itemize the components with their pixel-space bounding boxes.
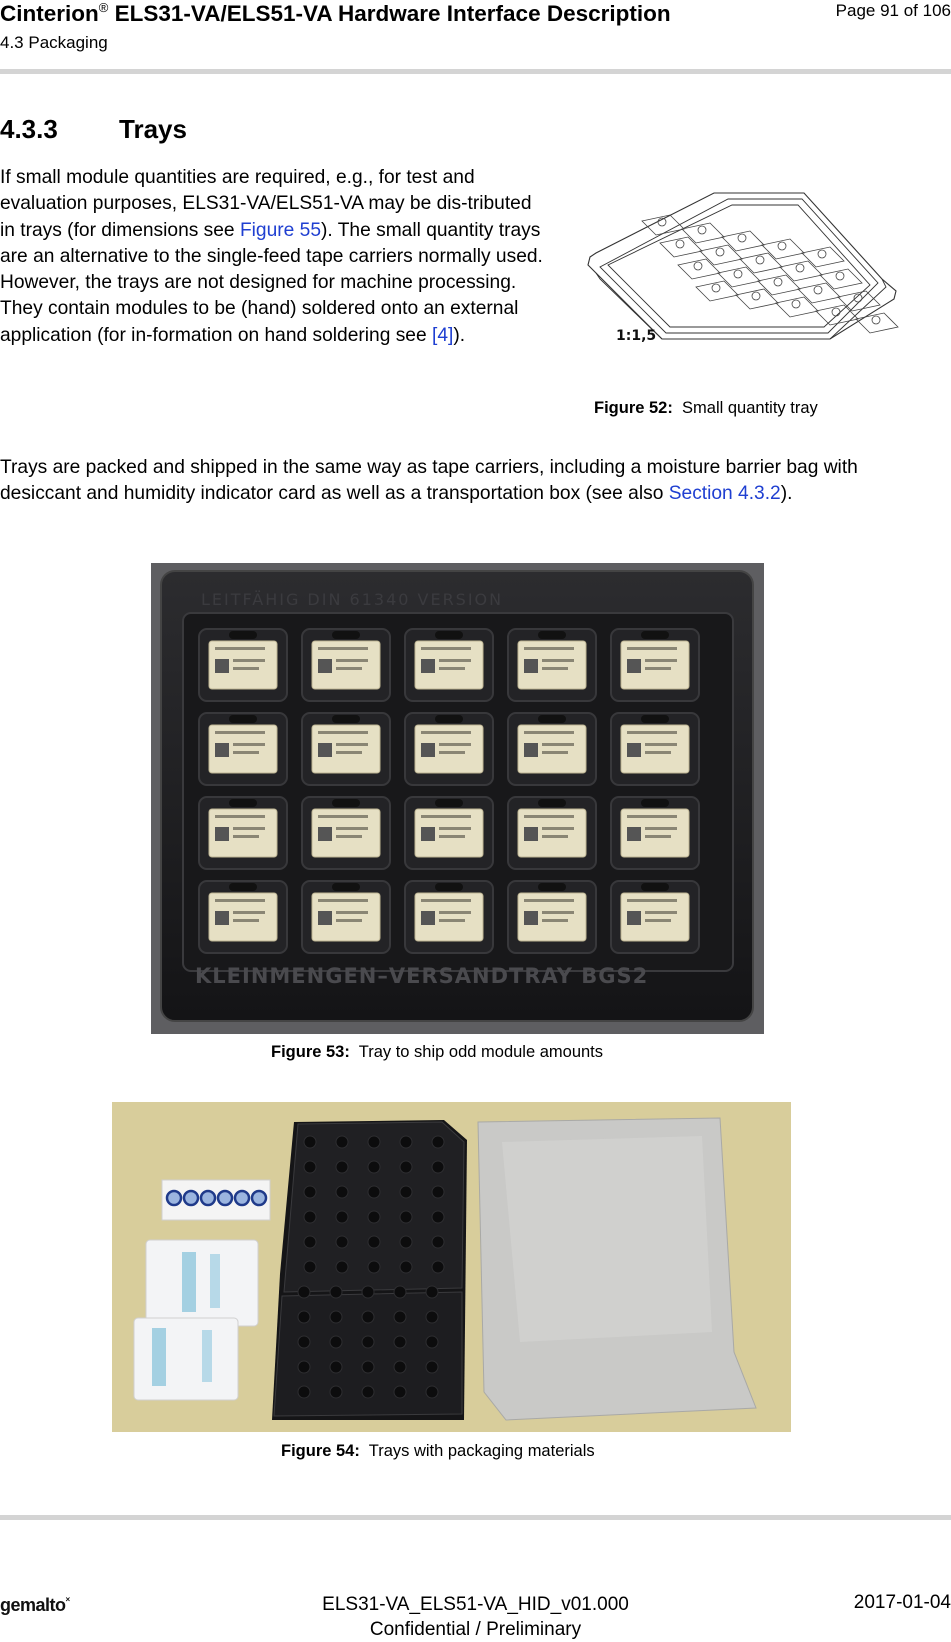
tray-hole bbox=[400, 1261, 412, 1273]
tray-pocket-hole bbox=[698, 226, 706, 234]
footer-rule bbox=[0, 1515, 951, 1520]
module-qr-code bbox=[215, 743, 229, 757]
humidity-indicator-dot bbox=[184, 1191, 198, 1205]
humidity-indicator-card bbox=[162, 1180, 270, 1220]
module-text-line bbox=[542, 667, 568, 670]
reference-4-link[interactable]: [4] bbox=[431, 324, 454, 346]
module-text-line bbox=[421, 731, 471, 734]
tray-hole bbox=[432, 1236, 444, 1248]
tray-cell-notch bbox=[332, 799, 360, 807]
confidentiality-note: Confidential / Preliminary bbox=[369, 1619, 582, 1640]
module-text-line bbox=[439, 659, 471, 662]
module-text-line bbox=[542, 835, 568, 838]
module-qr-code bbox=[421, 911, 435, 925]
tray-cell-notch bbox=[538, 715, 566, 723]
module-text-line bbox=[542, 743, 574, 746]
tray-hole bbox=[336, 1236, 348, 1248]
module-qr-code bbox=[627, 911, 641, 925]
tray-hole bbox=[362, 1336, 374, 1348]
figure-54-caption: Figure 54: Trays with packaging materials bbox=[281, 1442, 595, 1460]
module-qr-code bbox=[318, 743, 332, 757]
tray-pocket-hole bbox=[778, 242, 786, 250]
tray-pocket-hole bbox=[792, 300, 800, 308]
module-text-line bbox=[336, 751, 362, 754]
scale-label: 1:1,5 bbox=[616, 328, 657, 344]
module-text-line bbox=[318, 899, 368, 902]
tray-cell-notch bbox=[641, 631, 669, 639]
figure-53-caption: Figure 53: Tray to ship odd module amounts bbox=[271, 1043, 604, 1061]
module-text-line bbox=[233, 751, 259, 754]
tray-hole bbox=[304, 1186, 316, 1198]
tray-pocket-hole bbox=[716, 248, 724, 256]
module-qr-code bbox=[318, 659, 332, 673]
humidity-indicator-dot bbox=[201, 1191, 215, 1205]
tray-cell-notch bbox=[435, 883, 463, 891]
module-qr-code bbox=[524, 743, 538, 757]
tray-hole bbox=[330, 1361, 342, 1373]
module-text-line bbox=[318, 731, 368, 734]
module-qr-code bbox=[524, 827, 538, 841]
tray-hole bbox=[362, 1286, 374, 1298]
tray-hole bbox=[426, 1336, 438, 1348]
packaging-materials-photo bbox=[112, 1102, 791, 1432]
tray-cell-notch bbox=[332, 883, 360, 891]
tray-hole bbox=[330, 1286, 342, 1298]
humidity-indicator-dot bbox=[252, 1191, 266, 1205]
tray-hole bbox=[336, 1211, 348, 1223]
tray-hole bbox=[368, 1211, 380, 1223]
module-qr-code bbox=[215, 659, 229, 673]
module-text-line bbox=[627, 815, 677, 818]
module-text-line bbox=[215, 815, 265, 818]
tray-hole bbox=[426, 1311, 438, 1323]
module-text-line bbox=[542, 919, 568, 922]
module-text-line bbox=[318, 647, 368, 650]
page-number: Page 91 of 106 bbox=[835, 1, 951, 20]
tray-pocket-hole bbox=[752, 292, 760, 300]
module-text-line bbox=[439, 667, 465, 670]
tray-cell-notch bbox=[229, 883, 257, 891]
tray-hole bbox=[304, 1236, 316, 1248]
tray-hole bbox=[394, 1336, 406, 1348]
module-text-line bbox=[318, 815, 368, 818]
tray-pocket-hole bbox=[738, 234, 746, 242]
section-4-3-2-link[interactable]: Section 4.3.2 bbox=[668, 483, 781, 505]
tray-cell-notch bbox=[641, 715, 669, 723]
tray-top-imprint: LEITFÄHIG DIN 61340 VERSION bbox=[201, 590, 504, 609]
humidity-indicator-dot bbox=[235, 1191, 249, 1205]
document-title: Cinterion® ELS31-VA/ELS51-VA Hardware Interface Description bbox=[0, 0, 671, 26]
module-text-line bbox=[439, 919, 465, 922]
module-text-line bbox=[439, 835, 465, 838]
tray-hole bbox=[368, 1161, 380, 1173]
module-qr-code bbox=[627, 827, 641, 841]
tray-hole bbox=[400, 1136, 412, 1148]
tray-bottom-imprint: KLEINMENGEN–VERSANDTRAY BGS2 bbox=[195, 964, 649, 988]
tray-hole bbox=[400, 1161, 412, 1173]
module-qr-code bbox=[627, 659, 641, 673]
tray-hole bbox=[330, 1311, 342, 1323]
tray-hole bbox=[368, 1186, 380, 1198]
gemalto-logo: gemalto× bbox=[0, 1595, 70, 1615]
tray-pocket-hole bbox=[712, 284, 720, 292]
tray-pocket-hole bbox=[872, 316, 880, 324]
module-text-line bbox=[645, 743, 677, 746]
module-text-line bbox=[233, 743, 265, 746]
module-text-line bbox=[215, 731, 265, 734]
module-text-line bbox=[233, 827, 265, 830]
module-text-line bbox=[336, 667, 362, 670]
module-text-line bbox=[336, 835, 362, 838]
tray-hole bbox=[298, 1361, 310, 1373]
module-text-line bbox=[439, 911, 471, 914]
tray-hole bbox=[304, 1261, 316, 1273]
module-text-line bbox=[439, 743, 471, 746]
tray-hole bbox=[330, 1386, 342, 1398]
tray-pocket-hole bbox=[832, 308, 840, 316]
paragraph-packing: Trays are packed and shipped in the same way as tape carriers, including a moisture barrier bag with desiccant and humidity indicator card as well as a transportation box (see also Section 4.3.2). bbox=[0, 457, 858, 505]
module-qr-code bbox=[627, 743, 641, 757]
module-text-line bbox=[421, 899, 471, 902]
module-text-line bbox=[627, 731, 677, 734]
stacked-trays bbox=[272, 1120, 467, 1420]
tray-cell-notch bbox=[538, 799, 566, 807]
module-qr-code bbox=[421, 659, 435, 673]
module-text-line bbox=[524, 815, 574, 818]
tray-hole bbox=[298, 1286, 310, 1298]
module-text-line bbox=[627, 899, 677, 902]
module-qr-code bbox=[524, 659, 538, 673]
tray-hole bbox=[298, 1386, 310, 1398]
module-text-line bbox=[233, 835, 259, 838]
module-text-line bbox=[336, 659, 368, 662]
tray-pocket-hole bbox=[814, 286, 822, 294]
tray-hole bbox=[304, 1136, 316, 1148]
tray-hole bbox=[394, 1286, 406, 1298]
tray-hole bbox=[298, 1336, 310, 1348]
paragraph-intro: If small module quantities are required, e.g., for test and evaluation purposes, ELS31-VA/ELS51-VA may be dis-tributed in trays (for dimensions see Figure 55). The small quantity trays are an alternative to the single-feed tape carriers normally used. However, the trays are not designed for machine processing. They contain modules to be (hand) soldered onto an external application (for in-formation on hand soldering see [4]). bbox=[0, 167, 543, 346]
module-text-line bbox=[421, 815, 471, 818]
module-qr-code bbox=[318, 827, 332, 841]
tray-hole bbox=[330, 1336, 342, 1348]
tray-hole bbox=[336, 1186, 348, 1198]
module-text-line bbox=[542, 659, 574, 662]
module-text-line bbox=[645, 827, 677, 830]
module-text-line bbox=[233, 919, 259, 922]
tray-cell-notch bbox=[332, 715, 360, 723]
tray-cell-notch bbox=[332, 631, 360, 639]
tray-pocket-hole bbox=[774, 278, 782, 286]
document-id: ELS31-VA_ELS51-VA_HID_v01.000 bbox=[322, 1594, 629, 1615]
module-text-line bbox=[524, 899, 574, 902]
module-text-line bbox=[439, 827, 471, 830]
module-text-line bbox=[645, 659, 677, 662]
tray-hole bbox=[426, 1286, 438, 1298]
document-date: 2017-01-04 bbox=[853, 1592, 951, 1613]
tray-cell-notch bbox=[435, 631, 463, 639]
tray-pocket-hole bbox=[756, 256, 764, 264]
module-text-line bbox=[524, 647, 574, 650]
tray-hole bbox=[304, 1211, 316, 1223]
tray-hole bbox=[400, 1236, 412, 1248]
module-text-line bbox=[421, 647, 471, 650]
module-qr-code bbox=[421, 743, 435, 757]
tray-hole bbox=[336, 1161, 348, 1173]
module-text-line bbox=[542, 751, 568, 754]
tray-hole bbox=[368, 1236, 380, 1248]
module-text-line bbox=[542, 911, 574, 914]
tray-cell-notch bbox=[229, 799, 257, 807]
tray-cell-notch bbox=[435, 799, 463, 807]
header-section: 4.3 Packaging bbox=[0, 33, 108, 52]
module-text-line bbox=[336, 911, 368, 914]
module-text-line bbox=[645, 911, 677, 914]
tray-hole bbox=[336, 1261, 348, 1273]
module-text-line bbox=[215, 647, 265, 650]
footer-document-info bbox=[0, 1592, 951, 1642]
tray-cell-notch bbox=[229, 631, 257, 639]
module-text-line bbox=[645, 751, 671, 754]
module-text-line bbox=[215, 899, 265, 902]
tray-hole bbox=[432, 1161, 444, 1173]
tray-hole bbox=[432, 1261, 444, 1273]
module-text-line bbox=[336, 743, 368, 746]
module-text-line bbox=[645, 919, 671, 922]
tray-pocket-hole bbox=[694, 262, 702, 270]
tray-hole bbox=[432, 1211, 444, 1223]
tray-hole bbox=[394, 1386, 406, 1398]
tray-hole bbox=[304, 1161, 316, 1173]
tray-hole bbox=[426, 1386, 438, 1398]
tray-cell-notch bbox=[229, 715, 257, 723]
module-text-line bbox=[336, 919, 362, 922]
tray-hole bbox=[400, 1211, 412, 1223]
tray-hole bbox=[368, 1136, 380, 1148]
module-text-line bbox=[627, 647, 677, 650]
tray-hole bbox=[362, 1311, 374, 1323]
tray-hole bbox=[336, 1136, 348, 1148]
module-text-line bbox=[233, 659, 265, 662]
module-text-line bbox=[542, 827, 574, 830]
tray-cell-notch bbox=[641, 799, 669, 807]
humidity-indicator-dot bbox=[167, 1191, 181, 1205]
module-text-line bbox=[524, 731, 574, 734]
module-text-line bbox=[233, 911, 265, 914]
small-quantity-tray-drawing bbox=[582, 187, 902, 347]
module-qr-code bbox=[318, 911, 332, 925]
header-rule bbox=[0, 69, 951, 74]
tray-hole bbox=[362, 1386, 374, 1398]
tray-hole bbox=[432, 1186, 444, 1198]
section-heading bbox=[0, 114, 187, 145]
section-title: Trays bbox=[119, 114, 187, 144]
module-qr-code bbox=[421, 827, 435, 841]
desiccant-pack bbox=[134, 1318, 238, 1400]
tray-hole bbox=[394, 1361, 406, 1373]
section-number: 4.3.3 bbox=[0, 114, 58, 144]
tray-cell-notch bbox=[641, 883, 669, 891]
module-text-line bbox=[233, 667, 259, 670]
module-text-line bbox=[336, 827, 368, 830]
moisture-barrier-bag bbox=[478, 1118, 756, 1420]
tray-pocket-hole bbox=[676, 240, 684, 248]
module-qr-code bbox=[524, 911, 538, 925]
tray-hole bbox=[426, 1361, 438, 1373]
tray-cell-notch bbox=[435, 715, 463, 723]
tray-cell-notch bbox=[538, 631, 566, 639]
tray-pocket-hole bbox=[818, 250, 826, 258]
figure-55-link[interactable]: Figure 55 bbox=[239, 219, 321, 241]
tray-pocket-hole bbox=[796, 264, 804, 272]
tray-cell-notch bbox=[538, 883, 566, 891]
figure-52-caption: Figure 52: Small quantity tray bbox=[594, 399, 818, 417]
tray-pocket-hole bbox=[734, 270, 742, 278]
tray-hole bbox=[298, 1311, 310, 1323]
humidity-indicator-dot bbox=[218, 1191, 232, 1205]
module-text-line bbox=[645, 835, 671, 838]
tray-photo bbox=[151, 563, 764, 1034]
tray-hole bbox=[400, 1186, 412, 1198]
module-qr-code bbox=[215, 827, 229, 841]
module-text-line bbox=[439, 751, 465, 754]
module-qr-code bbox=[215, 911, 229, 925]
module-text-line bbox=[645, 667, 671, 670]
tray-hole bbox=[432, 1136, 444, 1148]
tray-hole bbox=[362, 1361, 374, 1373]
tray-hole bbox=[394, 1311, 406, 1323]
desiccant-pack bbox=[146, 1240, 258, 1326]
tray-pocket-hole bbox=[836, 272, 844, 280]
tray-hole bbox=[368, 1261, 380, 1273]
